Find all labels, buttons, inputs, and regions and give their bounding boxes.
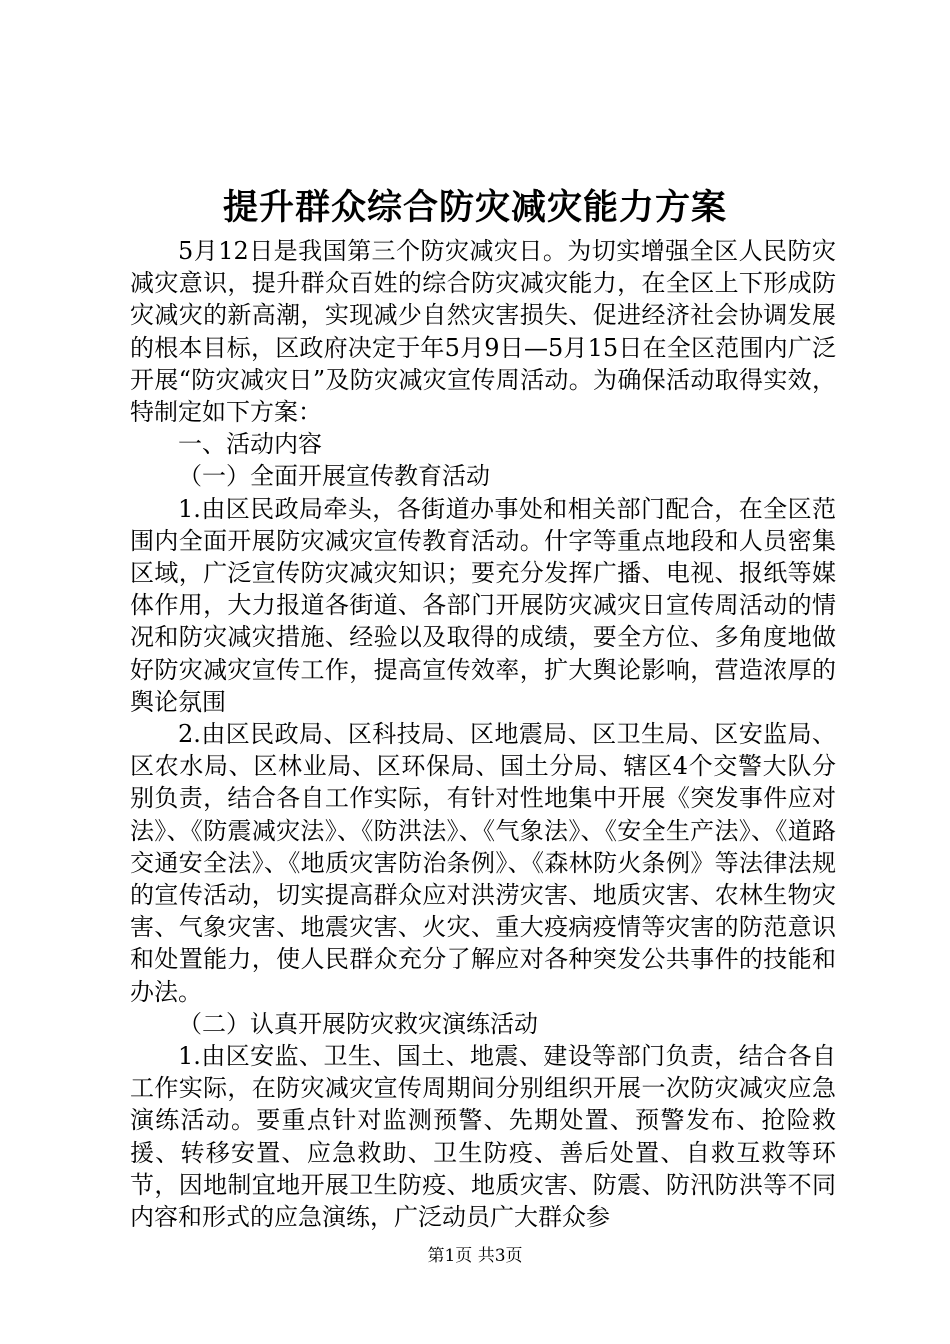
document-title: 提升群众综合防灾减灾能力方案 — [222, 187, 727, 228]
body-paragraph: 1.由区安监、卫生、国土、地震、建设等部门负责，结合各自工作实际，在防灾减灾宣传周期间分别组织开展一次防灾减灾应急演练活动。要重点针对监测预警、先期处置、预警发布、抢险救援、转移安置、应急救助、卫生防疫、善后处置、自救互救等环节，因地制宜地开展卫生防疫、地质灾害、防震、防汛防洪等不同内容和形式的应急演练，广泛动员广大群众参 — [130, 1042, 836, 1232]
document-body — [130, 235, 836, 1233]
subsection-heading: （一）全面开展宣传教育活动 — [178, 462, 490, 491]
body-paragraph: 1.由区民政局牵头，各街道办事处和相关部门配合，在全区范围内全面开展防灾减灾宣传教育活动。什字等重点地段和人员密集区域，广泛宣传防灾减灾知识；要充分发挥广播、电视、报纸等媒体作用，大力报道各街道、各部门开展防灾减灾日宣传周活动的情况和防灾减灾措施、经验以及取得的成绩，要全方位、多角度地做好防灾减灾宣传工作，提高宣传效率，扩大舆论影响，营造浓厚的舆论氛围 — [130, 494, 836, 716]
page-footer: 第1页 共3页 — [427, 1246, 523, 1266]
subsection-heading: （二）认真开展防灾救灾演练活动 — [178, 1009, 538, 1038]
intro-paragraph: 5月12日是我国第三个防灾减灾日。为切实增强全区人民防灾减灾意识，提升群众百姓的综合防灾减灾能力，在全区上下形成防灾减灾的新高潮，实现减少自然灾害损失、促进经济社会协调发展的根本目标，区政府决定于年5月9日—5月15日在全区范围内广泛开展“防灾减灾日”及防灾减灾宣传周活动。为确保活动取得实效，特制定如下方案： — [130, 237, 836, 427]
body-paragraph: 2.由区民政局、区科技局、区地震局、区卫生局、区安监局、区农水局、区林业局、区环保局、国土分局、辖区4个交警大队分别负责，结合各自工作实际，有针对性地集中开展《突发事件应对法》、《防震减灾法》、《防洪法》、《气象法》、《安全生产法》、《道路交通安全法》、《地质灾害防治条例》、《森林防火条例》等法律法规的宣传活动，切实提高群众应对洪涝灾害、地质灾害、农林生物灾害、气象灾害、地震灾害、火灾、重大疫病疫情等灾害的防范意识和处置能力，使人民群众充分了解应对各种突发公共事件的技能和办法。 — [130, 720, 836, 1006]
section-heading: 一、活动内容 — [178, 430, 322, 459]
